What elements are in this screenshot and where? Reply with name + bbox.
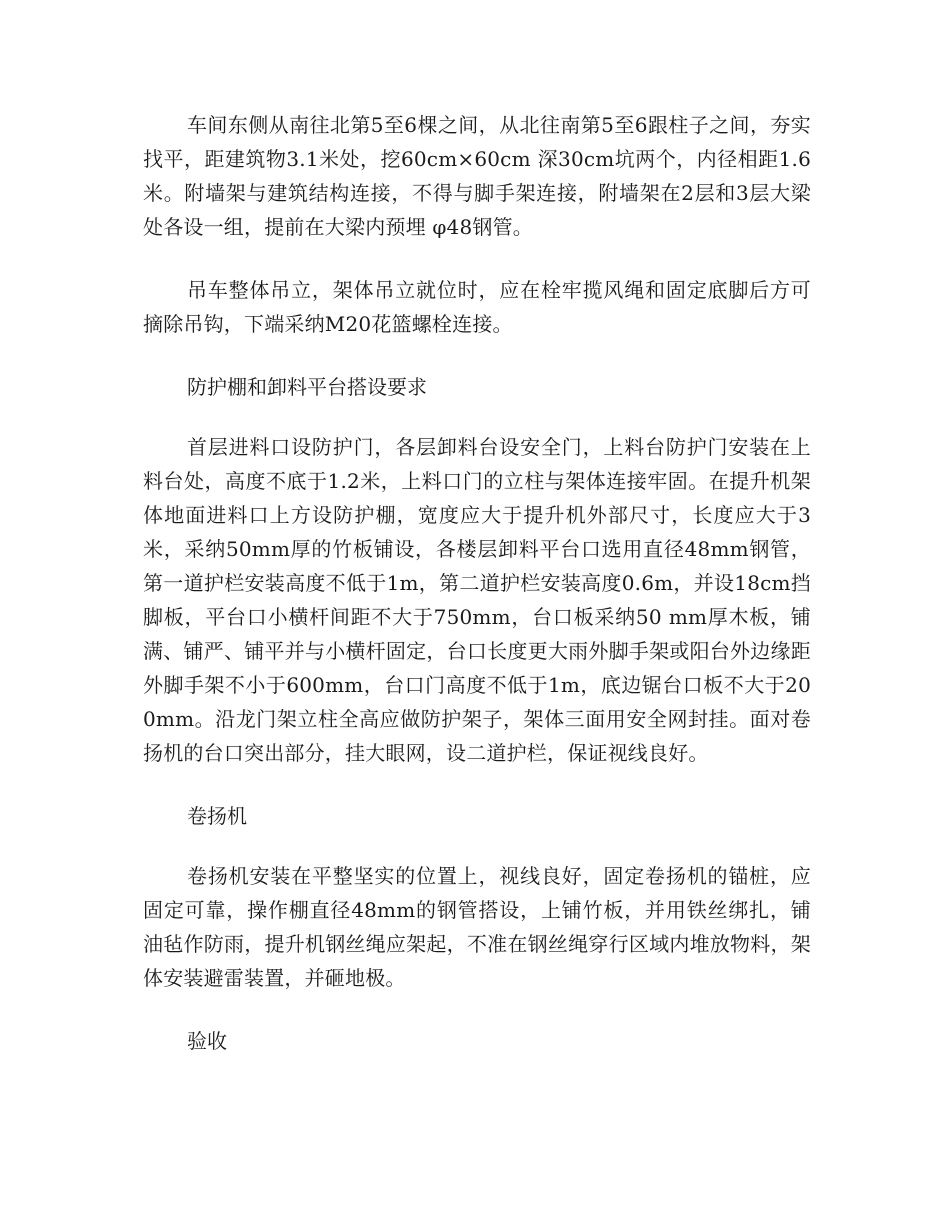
section-heading-protective-shed: 防护棚和卸料平台搭设要求: [187, 375, 427, 399]
paragraph-winch-installation: 卷扬机安装在平整坚实的位置上，视线良好，固定卷扬机的锚桩，应固定可靠，操作棚直径48mm的钢管搭设，上铺竹板，并用铁丝绑扎，铺油毡作防雨，提升机钢丝绳应架起，不准在钢丝绳穿行区域内堆放物料，架体安装避雷装置，并砸地极。: [143, 864, 811, 990]
paragraph-derrick-foundation: 车间东侧从南往北第5至6棵之间，从北往南第5至6跟柱子之间，夯实找平，距建筑物3.1米处，挖60cm×60cm 深30cm坑两个，内径相距1.6米。附墙架与建筑结构连接，不得与脚手架连接，附墙架在2层和3层大梁处各设一组，提前在大梁内预埋 φ48钢管。: [143, 113, 811, 239]
section-heading-acceptance: 验收: [187, 1029, 227, 1053]
document-body: [143, 108, 811, 1058]
paragraph-protective-shed-requirements: 首层进料口设防护门，各层卸料台设安全门，上料台防护门安装在上料台处，高度不底于1.2米，上料口门的立柱与架体连接牢固。在提升机架体地面进料口上方设防护棚，宽度应大于提升机外部尺寸，长度应大于3米，采纳50mm厚的竹板铺设，各楼层卸料平台口选用直径48mm钢管，第一道护栏安装高度不低于1m，第二道护栏安装高度0.6m，并设18cm挡脚板，平台口小横杆间距不大于750mm，台口板采纳50 mm厚木板，铺满、铺严、铺平并与小横杆固定，台口长度更大雨外脚手架或阳台外边缘距外脚手架不小于600mm，台口门高度不低于1m，底边锯台口板不大于200mm。沿龙门架立柱全高应做防护架子，架体三面用安全网封挂。面对卷扬机的台口突出部分，挂大眼网，设二道护栏，保证视线良好。: [143, 435, 811, 765]
paragraph-crane-lifting: 吊车整体吊立，架体吊立就位时，应在栓牢揽风绳和固定底脚后方可摘除吊钩，下端采纳M20花篮螺栓连接。: [143, 278, 811, 336]
section-heading-winch: 卷扬机: [187, 804, 247, 828]
